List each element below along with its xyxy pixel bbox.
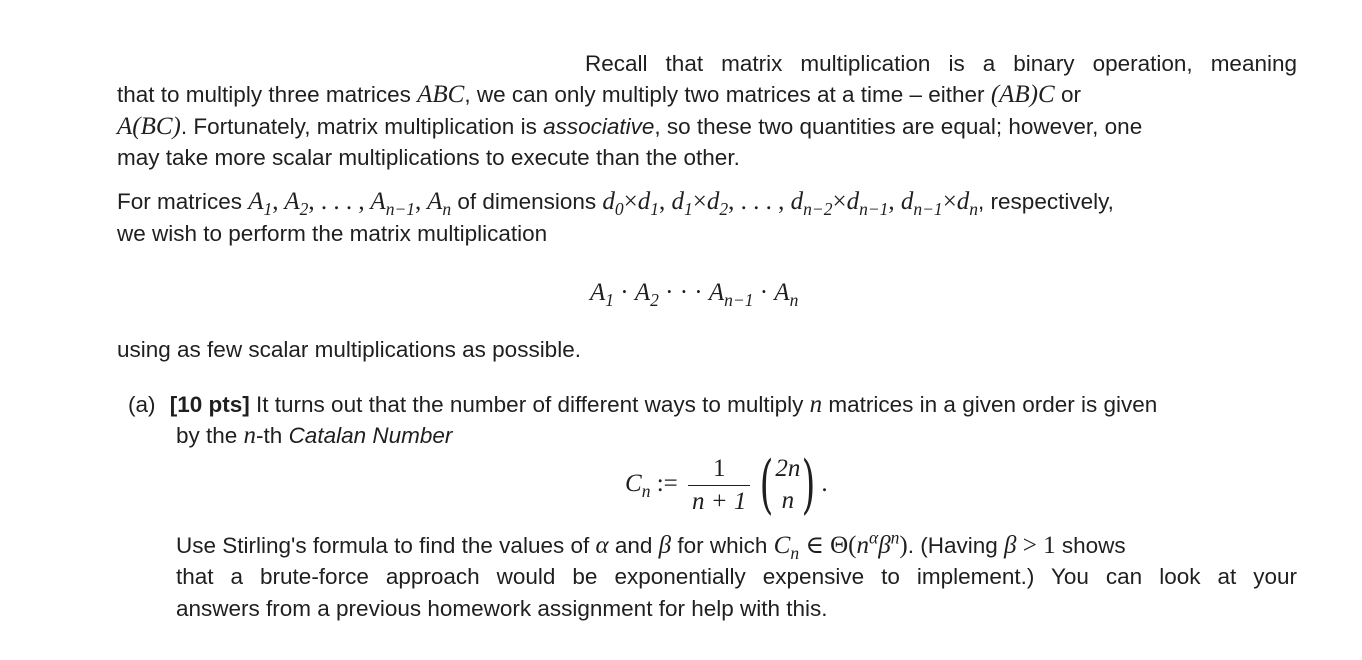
para2-text-1c: , respectively, bbox=[978, 189, 1114, 214]
intro-line-2 bbox=[117, 80, 1297, 110]
part-a-text-3d: . (Having bbox=[907, 533, 1005, 558]
intro-text-3a: . Fortunately, matrix multiplication is bbox=[180, 114, 544, 139]
term-catalan-number: Catalan Number bbox=[288, 423, 453, 448]
math-abc: ABC bbox=[417, 81, 465, 108]
part-a-line-2 bbox=[176, 421, 452, 451]
fraction-denominator: n + 1 bbox=[688, 485, 750, 518]
math-n-2: n bbox=[243, 422, 257, 449]
term-associative: associative bbox=[543, 114, 655, 139]
part-a-text-3a: Use Stirling's formula to find the values of bbox=[176, 533, 596, 558]
intro-line-1 bbox=[585, 49, 1297, 79]
binomial-top: 2n bbox=[775, 455, 801, 483]
para2-text-1a: For matrices bbox=[117, 189, 249, 214]
formula-period: . bbox=[821, 470, 828, 497]
math-n: n bbox=[809, 391, 823, 418]
intro-line-3 bbox=[117, 112, 1297, 142]
math-alpha: α bbox=[595, 532, 609, 559]
part-a-text-2b: -th bbox=[256, 423, 289, 448]
para3-text-1: using as few scalar multiplications as possible. bbox=[117, 337, 581, 362]
part-a-line-3 bbox=[176, 527, 1297, 563]
fraction-numerator: 1 bbox=[712, 454, 726, 482]
intro-text-2c: or bbox=[1054, 82, 1081, 107]
math-ab-c: (AB)C bbox=[990, 81, 1055, 108]
formula-lhs: $C_n$ := bbox=[625, 470, 678, 501]
left-paren: ( bbox=[759, 448, 774, 523]
binomial-bottom: n bbox=[781, 487, 795, 515]
part-a-text-3e: shows bbox=[1055, 533, 1126, 558]
formula-binomial bbox=[754, 448, 821, 523]
part-a-line-4 bbox=[176, 562, 1297, 592]
part-a-text-3b: and bbox=[608, 533, 659, 558]
part-a-text-4: that a brute-force approach would be exponentially expensive to implement.) You can look at your bbox=[176, 564, 1297, 589]
intro-text-4: may take more scalar multiplications to execute than the other. bbox=[117, 145, 740, 170]
intro-text-2a: that to multiply three matrices bbox=[117, 82, 418, 107]
para2-text-2: we wish to perform the matrix multiplication bbox=[117, 221, 548, 246]
para2-line-2 bbox=[117, 219, 547, 249]
display-equation-product bbox=[590, 278, 798, 308]
part-a-text-1: It turns out that the number of different ways to multiply bbox=[249, 392, 810, 417]
math-beta-gt-1: β > 1 bbox=[1004, 532, 1056, 559]
math-matrix-list: $A_1$, $A_2$, . . . , $A_{n-1}$, $A_n$ bbox=[248, 188, 452, 219]
part-a-text-1b: matrices in a given order is given bbox=[822, 392, 1158, 417]
math-theta-expression: $C_n$ ∈ $\Theta(n^\alpha\beta^n)$ bbox=[773, 527, 908, 563]
part-a-label: (a) bbox=[128, 392, 156, 417]
math-a-bc: A(BC) bbox=[117, 113, 181, 140]
part-a-text-5: answers from a previous homework assignment for help with this. bbox=[176, 596, 828, 621]
formula-fraction bbox=[688, 453, 750, 518]
right-paren: ) bbox=[801, 448, 816, 523]
math-beta: β bbox=[658, 532, 672, 559]
intro-text-3b: , so these two quantities are equal; however, one bbox=[654, 114, 1143, 139]
intro-text-2b: , we can only multiply two matrices at a time – either bbox=[464, 82, 991, 107]
part-a-points: [10 pts] bbox=[169, 392, 250, 417]
part-a-line-5 bbox=[176, 594, 828, 624]
math-product: $A_1 \cdot A_2$ · · · $A_{n-1} \cdot A_n$ bbox=[590, 279, 799, 310]
para2-line-1 bbox=[117, 187, 1114, 217]
catalan-formula bbox=[625, 448, 828, 523]
part-a-line-1 bbox=[128, 390, 1297, 420]
intro-text-1: Recall that matrix multiplication is a binary operation, meaning bbox=[585, 51, 1297, 76]
para3-line-1 bbox=[117, 335, 581, 365]
math-dimensions: $d_0\times d_1$, $d_1\times d_2$, . . . , $d_{n-2}\times d_{n-1}$, $d_{n-1}\times d_n$ bbox=[602, 188, 979, 219]
intro-line-4 bbox=[117, 143, 740, 173]
para2-text-1b: of dimensions bbox=[451, 189, 603, 214]
part-a-text-2a: by the bbox=[176, 423, 244, 448]
part-a-text-3c: for which bbox=[671, 533, 774, 558]
